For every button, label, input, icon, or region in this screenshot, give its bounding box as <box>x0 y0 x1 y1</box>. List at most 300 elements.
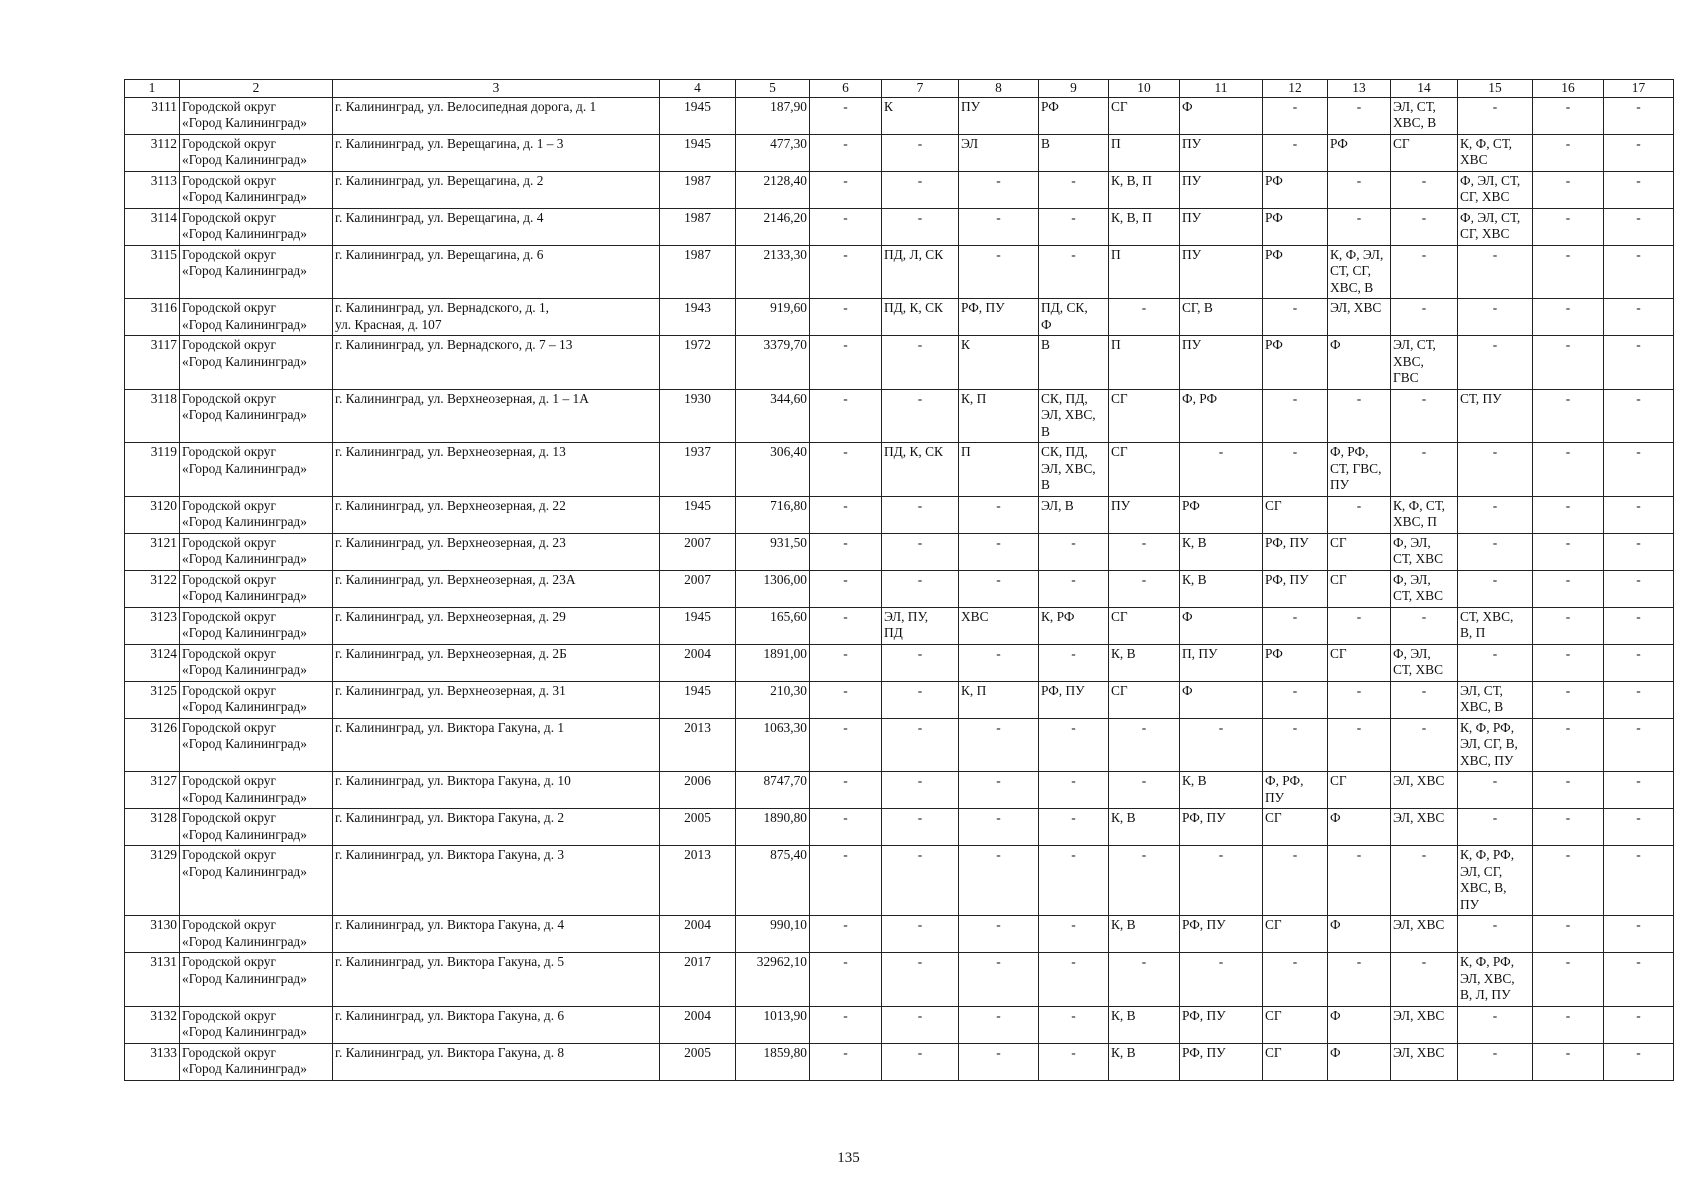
column-header-1: 1 <box>125 80 180 98</box>
col-7-cell: - <box>882 171 959 208</box>
table-row <box>125 916 1674 953</box>
municipality-cell: Городской округ «Город Калининград» <box>180 299 333 336</box>
col-15-cell: СТ, ПУ <box>1458 389 1533 443</box>
col-13-cell: СГ <box>1328 570 1391 607</box>
col-11-cell: Ф <box>1180 607 1263 644</box>
table-row <box>125 208 1674 245</box>
col-16-cell: - <box>1533 718 1604 772</box>
municipality-cell: Городской округ «Город Калининград» <box>180 1043 333 1080</box>
col-6-cell: - <box>810 208 882 245</box>
col-14-cell: Ф, ЭЛ, СТ, ХВС <box>1391 570 1458 607</box>
col-7-cell: ПД, Л, СК <box>882 245 959 299</box>
col-9-cell: - <box>1039 208 1109 245</box>
col-17-cell: - <box>1604 916 1674 953</box>
col-17-cell: - <box>1604 533 1674 570</box>
col-11-cell: РФ, ПУ <box>1180 1043 1263 1080</box>
col-9-cell: СК, ПД, ЭЛ, ХВС, В <box>1039 389 1109 443</box>
col-6-cell: - <box>810 389 882 443</box>
table-row <box>125 953 1674 1007</box>
col-11-cell: - <box>1180 953 1263 1007</box>
col-14-cell: ЭЛ, СТ, ХВС, ГВС <box>1391 336 1458 390</box>
col-7-cell: - <box>882 846 959 916</box>
col-8-cell: - <box>959 570 1039 607</box>
row-number-cell: 3116 <box>125 299 180 336</box>
col-7-cell: - <box>882 533 959 570</box>
column-header-9: 9 <box>1039 80 1109 98</box>
col-16-cell: - <box>1533 533 1604 570</box>
col-11-cell: - <box>1180 443 1263 497</box>
col-13-cell: Ф <box>1328 336 1391 390</box>
col-16-cell: - <box>1533 953 1604 1007</box>
area-cell: 210,30 <box>736 681 810 718</box>
col-8-cell: ЭЛ <box>959 134 1039 171</box>
col-10-cell: - <box>1109 718 1180 772</box>
col-13-cell: - <box>1328 953 1391 1007</box>
year-built-cell: 1945 <box>660 496 736 533</box>
col-9-cell: ПД, СК, Ф <box>1039 299 1109 336</box>
col-6-cell: - <box>810 607 882 644</box>
area-cell: 2133,30 <box>736 245 810 299</box>
row-number-cell: 3128 <box>125 809 180 846</box>
year-built-cell: 2004 <box>660 916 736 953</box>
year-built-cell: 1945 <box>660 681 736 718</box>
col-9-cell: В <box>1039 134 1109 171</box>
col-10-cell: - <box>1109 533 1180 570</box>
col-16-cell: - <box>1533 846 1604 916</box>
area-cell: 8747,70 <box>736 772 810 809</box>
municipality-cell: Городской округ «Город Калининград» <box>180 953 333 1007</box>
col-7-cell: - <box>882 772 959 809</box>
municipality-cell: Городской округ «Город Калининград» <box>180 208 333 245</box>
col-6-cell: - <box>810 533 882 570</box>
address-cell: г. Калининград, ул. Верхнеозерная, д. 1 – 1А <box>333 389 660 443</box>
col-6-cell: - <box>810 570 882 607</box>
row-number-cell: 3129 <box>125 846 180 916</box>
col-8-cell: ПУ <box>959 97 1039 134</box>
year-built-cell: 2017 <box>660 953 736 1007</box>
col-12-cell: СГ <box>1263 916 1328 953</box>
col-14-cell: Ф, ЭЛ, СТ, ХВС <box>1391 533 1458 570</box>
col-10-cell: К, В <box>1109 916 1180 953</box>
year-built-cell: 2004 <box>660 644 736 681</box>
address-cell: г. Калининград, ул. Вернадского, д. 7 – 13 <box>333 336 660 390</box>
row-number-cell: 3119 <box>125 443 180 497</box>
col-16-cell: - <box>1533 245 1604 299</box>
row-number-cell: 3131 <box>125 953 180 1007</box>
address-cell: г. Калининград, ул. Верхнеозерная, д. 22 <box>333 496 660 533</box>
col-7-cell: - <box>882 718 959 772</box>
col-15-cell: - <box>1458 496 1533 533</box>
table-row <box>125 134 1674 171</box>
col-15-cell: К, Ф, СТ, ХВС <box>1458 134 1533 171</box>
column-header-16: 16 <box>1533 80 1604 98</box>
table-row <box>125 336 1674 390</box>
col-8-cell: К <box>959 336 1039 390</box>
col-16-cell: - <box>1533 681 1604 718</box>
col-13-cell: РФ <box>1328 134 1391 171</box>
col-14-cell: - <box>1391 953 1458 1007</box>
col-9-cell: - <box>1039 245 1109 299</box>
table-body <box>125 97 1674 1080</box>
table-row <box>125 1043 1674 1080</box>
column-header-12: 12 <box>1263 80 1328 98</box>
col-7-cell: - <box>882 681 959 718</box>
col-11-cell: Ф <box>1180 681 1263 718</box>
col-15-cell: - <box>1458 772 1533 809</box>
col-7-cell: ПД, К, СК <box>882 299 959 336</box>
col-6-cell: - <box>810 496 882 533</box>
col-15-cell: - <box>1458 809 1533 846</box>
col-7-cell: - <box>882 1043 959 1080</box>
table-row <box>125 443 1674 497</box>
col-15-cell: - <box>1458 570 1533 607</box>
col-17-cell: - <box>1604 336 1674 390</box>
col-6-cell: - <box>810 681 882 718</box>
area-cell: 990,10 <box>736 916 810 953</box>
col-13-cell: ЭЛ, ХВС <box>1328 299 1391 336</box>
address-cell: г. Калининград, ул. Верхнеозерная, д. 23А <box>333 570 660 607</box>
col-8-cell: - <box>959 644 1039 681</box>
col-8-cell: К, П <box>959 681 1039 718</box>
address-cell: г. Калининград, ул. Верхнеозерная, д. 2Б <box>333 644 660 681</box>
year-built-cell: 1930 <box>660 389 736 443</box>
col-8-cell: РФ, ПУ <box>959 299 1039 336</box>
col-9-cell: - <box>1039 846 1109 916</box>
col-7-cell: - <box>882 570 959 607</box>
area-cell: 165,60 <box>736 607 810 644</box>
area-cell: 931,50 <box>736 533 810 570</box>
col-17-cell: - <box>1604 171 1674 208</box>
municipality-cell: Городской округ «Город Калининград» <box>180 97 333 134</box>
col-11-cell: П, ПУ <box>1180 644 1263 681</box>
col-14-cell: - <box>1391 718 1458 772</box>
address-cell: г. Калининград, ул. Велосипедная дорога, д. 1 <box>333 97 660 134</box>
col-14-cell: - <box>1391 299 1458 336</box>
col-8-cell: - <box>959 718 1039 772</box>
col-12-cell: РФ <box>1263 208 1328 245</box>
municipality-cell: Городской округ «Город Калининград» <box>180 570 333 607</box>
col-15-cell: - <box>1458 533 1533 570</box>
col-10-cell: К, В <box>1109 1043 1180 1080</box>
year-built-cell: 2013 <box>660 846 736 916</box>
column-header-17: 17 <box>1604 80 1674 98</box>
column-header-10: 10 <box>1109 80 1180 98</box>
col-15-cell: - <box>1458 644 1533 681</box>
year-built-cell: 1945 <box>660 134 736 171</box>
col-12-cell: СГ <box>1263 1006 1328 1043</box>
col-6-cell: - <box>810 718 882 772</box>
area-cell: 919,60 <box>736 299 810 336</box>
col-12-cell: РФ <box>1263 245 1328 299</box>
row-number-cell: 3124 <box>125 644 180 681</box>
col-16-cell: - <box>1533 208 1604 245</box>
col-7-cell: - <box>882 916 959 953</box>
col-6-cell: - <box>810 336 882 390</box>
col-6-cell: - <box>810 846 882 916</box>
municipality-cell: Городской округ «Город Калининград» <box>180 496 333 533</box>
col-12-cell: РФ <box>1263 336 1328 390</box>
column-header-8: 8 <box>959 80 1039 98</box>
col-9-cell: В <box>1039 336 1109 390</box>
col-17-cell: - <box>1604 681 1674 718</box>
col-11-cell: СГ, В <box>1180 299 1263 336</box>
col-9-cell: - <box>1039 809 1109 846</box>
address-cell: г. Калининград, ул. Верхнеозерная, д. 13 <box>333 443 660 497</box>
col-11-cell: ПУ <box>1180 336 1263 390</box>
row-number-cell: 3111 <box>125 97 180 134</box>
table-row <box>125 644 1674 681</box>
col-15-cell: Ф, ЭЛ, СТ, СГ, ХВС <box>1458 208 1533 245</box>
year-built-cell: 2005 <box>660 809 736 846</box>
col-10-cell: СГ <box>1109 389 1180 443</box>
row-number-cell: 3126 <box>125 718 180 772</box>
col-10-cell: СГ <box>1109 97 1180 134</box>
col-14-cell: К, Ф, СТ, ХВС, П <box>1391 496 1458 533</box>
col-17-cell: - <box>1604 245 1674 299</box>
col-12-cell: - <box>1263 846 1328 916</box>
col-8-cell: - <box>959 208 1039 245</box>
area-cell: 2146,20 <box>736 208 810 245</box>
col-16-cell: - <box>1533 171 1604 208</box>
col-11-cell: - <box>1180 846 1263 916</box>
registry-table-container <box>124 79 1674 1081</box>
col-12-cell: - <box>1263 134 1328 171</box>
col-17-cell: - <box>1604 496 1674 533</box>
col-7-cell: - <box>882 953 959 1007</box>
col-8-cell: - <box>959 953 1039 1007</box>
year-built-cell: 1945 <box>660 97 736 134</box>
col-11-cell: ПУ <box>1180 208 1263 245</box>
year-built-cell: 2004 <box>660 1006 736 1043</box>
col-7-cell: ПД, К, СК <box>882 443 959 497</box>
col-10-cell: П <box>1109 336 1180 390</box>
column-header-7: 7 <box>882 80 959 98</box>
col-12-cell: - <box>1263 299 1328 336</box>
area-cell: 716,80 <box>736 496 810 533</box>
col-17-cell: - <box>1604 953 1674 1007</box>
table-row <box>125 389 1674 443</box>
col-14-cell: - <box>1391 607 1458 644</box>
col-13-cell: СГ <box>1328 772 1391 809</box>
col-13-cell: - <box>1328 846 1391 916</box>
col-12-cell: Ф, РФ, ПУ <box>1263 772 1328 809</box>
municipality-cell: Городской округ «Город Калининград» <box>180 644 333 681</box>
col-7-cell: - <box>882 644 959 681</box>
col-12-cell: СГ <box>1263 809 1328 846</box>
col-9-cell: - <box>1039 1006 1109 1043</box>
address-cell: г. Калининград, ул. Виктора Гакуна, д. 10 <box>333 772 660 809</box>
col-10-cell: К, В <box>1109 644 1180 681</box>
col-11-cell: РФ, ПУ <box>1180 1006 1263 1043</box>
col-10-cell: - <box>1109 299 1180 336</box>
address-cell: г. Калининград, ул. Виктора Гакуна, д. 4 <box>333 916 660 953</box>
col-17-cell: - <box>1604 772 1674 809</box>
col-7-cell: К <box>882 97 959 134</box>
area-cell: 32962,10 <box>736 953 810 1007</box>
col-9-cell: - <box>1039 718 1109 772</box>
col-13-cell: Ф, РФ, СТ, ГВС, ПУ <box>1328 443 1391 497</box>
col-10-cell: - <box>1109 953 1180 1007</box>
col-16-cell: - <box>1533 809 1604 846</box>
table-row <box>125 97 1674 134</box>
year-built-cell: 1943 <box>660 299 736 336</box>
registry-table <box>124 79 1674 1081</box>
col-13-cell: СГ <box>1328 533 1391 570</box>
col-17-cell: - <box>1604 134 1674 171</box>
col-7-cell: - <box>882 208 959 245</box>
municipality-cell: Городской округ «Город Калининград» <box>180 772 333 809</box>
municipality-cell: Городской округ «Город Калининград» <box>180 809 333 846</box>
col-12-cell: РФ <box>1263 644 1328 681</box>
col-14-cell: ЭЛ, ХВС <box>1391 916 1458 953</box>
row-number-cell: 3114 <box>125 208 180 245</box>
col-16-cell: - <box>1533 644 1604 681</box>
col-13-cell: - <box>1328 171 1391 208</box>
col-13-cell: - <box>1328 496 1391 533</box>
municipality-cell: Городской округ «Город Калининград» <box>180 533 333 570</box>
col-13-cell: Ф <box>1328 809 1391 846</box>
col-14-cell: Ф, ЭЛ, СТ, ХВС <box>1391 644 1458 681</box>
col-7-cell: - <box>882 134 959 171</box>
col-11-cell: Ф, РФ <box>1180 389 1263 443</box>
row-number-cell: 3117 <box>125 336 180 390</box>
col-16-cell: - <box>1533 336 1604 390</box>
col-12-cell: - <box>1263 607 1328 644</box>
col-10-cell: СГ <box>1109 607 1180 644</box>
col-10-cell: К, В, П <box>1109 171 1180 208</box>
col-9-cell: К, РФ <box>1039 607 1109 644</box>
col-11-cell: - <box>1180 718 1263 772</box>
area-cell: 1859,80 <box>736 1043 810 1080</box>
address-cell: г. Калининград, ул. Виктора Гакуна, д. 2 <box>333 809 660 846</box>
col-16-cell: - <box>1533 1043 1604 1080</box>
col-12-cell: - <box>1263 681 1328 718</box>
col-7-cell: - <box>882 496 959 533</box>
col-9-cell: ЭЛ, В <box>1039 496 1109 533</box>
col-6-cell: - <box>810 245 882 299</box>
col-13-cell: - <box>1328 208 1391 245</box>
column-header-5: 5 <box>736 80 810 98</box>
col-8-cell: П <box>959 443 1039 497</box>
municipality-cell: Городской округ «Город Калининград» <box>180 389 333 443</box>
municipality-cell: Городской округ «Город Калининград» <box>180 245 333 299</box>
col-14-cell: ЭЛ, ХВС <box>1391 1006 1458 1043</box>
table-row <box>125 496 1674 533</box>
col-8-cell: - <box>959 809 1039 846</box>
row-number-cell: 3118 <box>125 389 180 443</box>
col-16-cell: - <box>1533 134 1604 171</box>
col-8-cell: - <box>959 772 1039 809</box>
table-row <box>125 772 1674 809</box>
col-8-cell: - <box>959 1006 1039 1043</box>
col-13-cell: СГ <box>1328 644 1391 681</box>
col-8-cell: - <box>959 496 1039 533</box>
col-16-cell: - <box>1533 299 1604 336</box>
col-17-cell: - <box>1604 208 1674 245</box>
address-cell: г. Калининград, ул. Верхнеозерная, д. 29 <box>333 607 660 644</box>
col-8-cell: К, П <box>959 389 1039 443</box>
col-8-cell: - <box>959 1043 1039 1080</box>
address-cell: г. Калининград, ул. Верхнеозерная, д. 31 <box>333 681 660 718</box>
col-12-cell: СГ <box>1263 1043 1328 1080</box>
year-built-cell: 1945 <box>660 607 736 644</box>
col-8-cell: - <box>959 916 1039 953</box>
col-12-cell: - <box>1263 443 1328 497</box>
year-built-cell: 1987 <box>660 245 736 299</box>
area-cell: 306,40 <box>736 443 810 497</box>
table-row <box>125 846 1674 916</box>
row-number-cell: 3132 <box>125 1006 180 1043</box>
municipality-cell: Городской округ «Город Калининград» <box>180 443 333 497</box>
col-10-cell: ПУ <box>1109 496 1180 533</box>
col-17-cell: - <box>1604 718 1674 772</box>
col-13-cell: Ф <box>1328 916 1391 953</box>
col-9-cell: РФ <box>1039 97 1109 134</box>
col-6-cell: - <box>810 171 882 208</box>
col-11-cell: РФ, ПУ <box>1180 809 1263 846</box>
col-17-cell: - <box>1604 607 1674 644</box>
table-row <box>125 809 1674 846</box>
area-cell: 1891,00 <box>736 644 810 681</box>
municipality-cell: Городской округ «Город Калининград» <box>180 718 333 772</box>
area-cell: 2128,40 <box>736 171 810 208</box>
col-12-cell: - <box>1263 389 1328 443</box>
row-number-cell: 3113 <box>125 171 180 208</box>
col-9-cell: РФ, ПУ <box>1039 681 1109 718</box>
col-14-cell: - <box>1391 443 1458 497</box>
col-14-cell: - <box>1391 389 1458 443</box>
col-9-cell: - <box>1039 772 1109 809</box>
col-16-cell: - <box>1533 1006 1604 1043</box>
col-6-cell: - <box>810 644 882 681</box>
col-15-cell: Ф, ЭЛ, СТ, СГ, ХВС <box>1458 171 1533 208</box>
col-16-cell: - <box>1533 97 1604 134</box>
col-11-cell: РФ, ПУ <box>1180 916 1263 953</box>
col-9-cell: - <box>1039 533 1109 570</box>
col-16-cell: - <box>1533 772 1604 809</box>
col-11-cell: К, В <box>1180 533 1263 570</box>
col-14-cell: - <box>1391 208 1458 245</box>
table-row <box>125 607 1674 644</box>
col-13-cell: К, Ф, ЭЛ, СТ, СГ, ХВС, В <box>1328 245 1391 299</box>
col-16-cell: - <box>1533 570 1604 607</box>
col-6-cell: - <box>810 916 882 953</box>
municipality-cell: Городской округ «Город Калининград» <box>180 681 333 718</box>
table-row <box>125 171 1674 208</box>
col-13-cell: - <box>1328 681 1391 718</box>
col-11-cell: К, В <box>1180 570 1263 607</box>
col-14-cell: ЭЛ, СТ, ХВС, В <box>1391 97 1458 134</box>
col-8-cell: - <box>959 846 1039 916</box>
col-17-cell: - <box>1604 1043 1674 1080</box>
col-15-cell: - <box>1458 97 1533 134</box>
address-cell: г. Калининград, ул. Вернадского, д. 1, ул. Красная, д. 107 <box>333 299 660 336</box>
col-9-cell: - <box>1039 916 1109 953</box>
address-cell: г. Калининград, ул. Виктора Гакуна, д. 3 <box>333 846 660 916</box>
col-7-cell: - <box>882 336 959 390</box>
col-6-cell: - <box>810 809 882 846</box>
table-row <box>125 245 1674 299</box>
col-10-cell: К, В <box>1109 1006 1180 1043</box>
col-15-cell: - <box>1458 1006 1533 1043</box>
col-12-cell: РФ, ПУ <box>1263 570 1328 607</box>
col-15-cell: - <box>1458 443 1533 497</box>
col-7-cell: - <box>882 389 959 443</box>
year-built-cell: 2007 <box>660 570 736 607</box>
col-12-cell: РФ, ПУ <box>1263 533 1328 570</box>
col-16-cell: - <box>1533 443 1604 497</box>
municipality-cell: Городской округ «Город Калининград» <box>180 336 333 390</box>
